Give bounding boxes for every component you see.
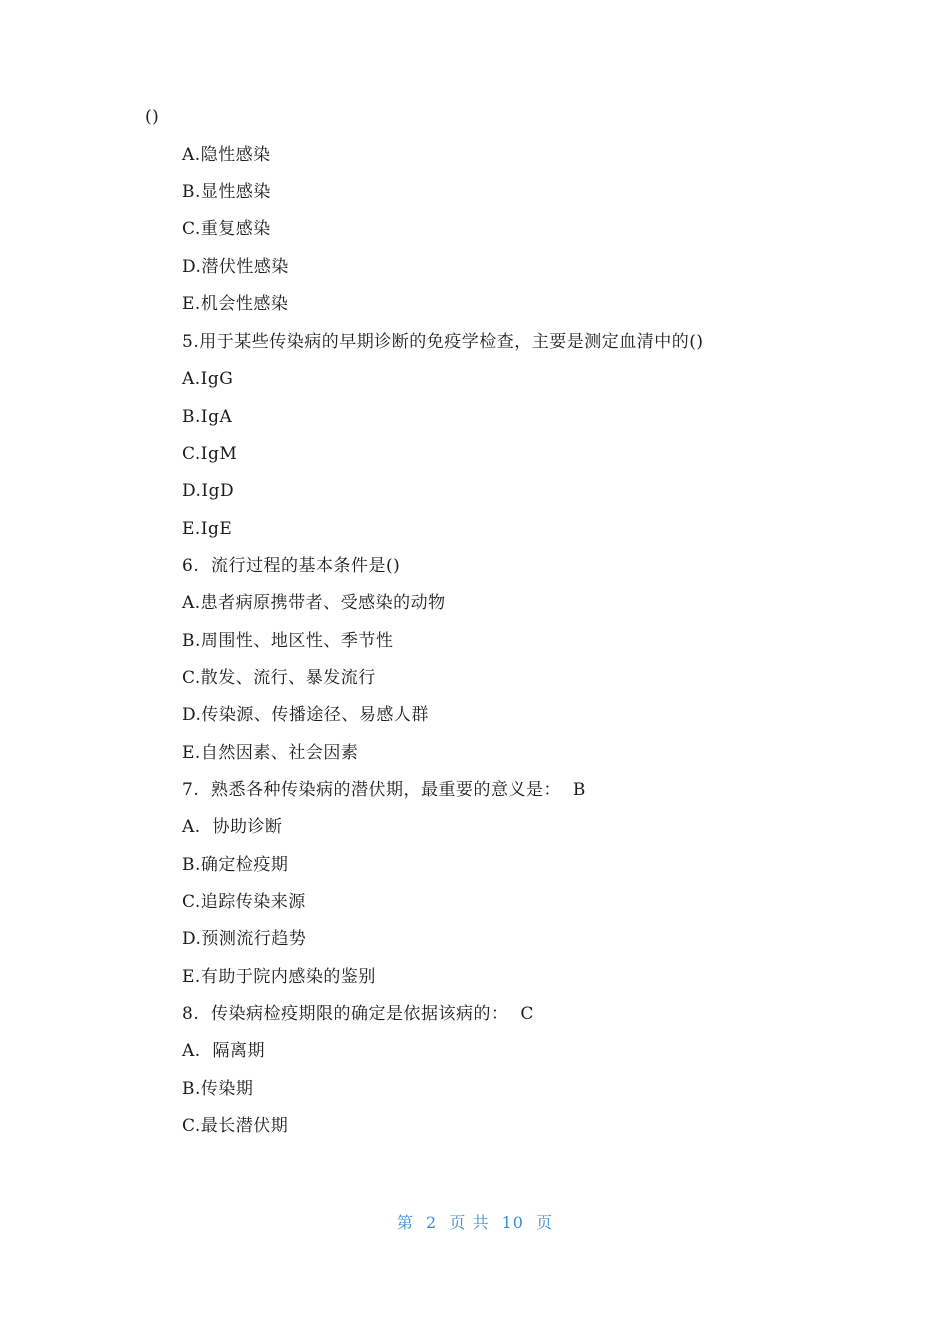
option-line: B.传染期 bbox=[182, 1079, 254, 1099]
option-line: B.周围性、地区性、季节性 bbox=[182, 631, 394, 651]
option-line: A.IgG bbox=[182, 369, 234, 389]
page-number-footer: 第 2 页 共 10 页 bbox=[396, 1213, 554, 1232]
option-line: B.IgA bbox=[182, 407, 233, 427]
option-line: A. 隔离期 bbox=[182, 1041, 265, 1061]
option-line: A. 协助诊断 bbox=[182, 817, 283, 837]
option-line: D.传染源、传播途径、易感人群 bbox=[182, 705, 429, 725]
option-line: A.隐性感染 bbox=[182, 145, 271, 165]
option-line: A.患者病原携带者、受感染的动物 bbox=[182, 593, 446, 613]
option-line: D.潜伏性感染 bbox=[182, 257, 289, 277]
option-line: C.散发、流行、暴发流行 bbox=[182, 668, 376, 688]
option-line: D.IgD bbox=[182, 481, 235, 501]
option-line: C.追踪传染来源 bbox=[182, 892, 306, 912]
question-7: 7. 熟悉各种传染病的潜伏期，最重要的意义是： B bbox=[182, 780, 586, 800]
option-line: E.自然因素、社会因素 bbox=[182, 743, 359, 763]
continued-question-stem: () bbox=[145, 107, 160, 127]
option-line: D.预测流行趋势 bbox=[182, 929, 307, 949]
question-5: 5.用于某些传染病的早期诊断的免疫学检查，主要是测定血清中的() bbox=[182, 332, 704, 352]
option-line: E.有助于院内感染的鉴别 bbox=[182, 967, 376, 987]
option-line: B.确定检疫期 bbox=[182, 855, 289, 875]
option-line: C.最长潜伏期 bbox=[182, 1116, 289, 1136]
option-line: E.机会性感染 bbox=[182, 294, 289, 314]
option-line: E.IgE bbox=[182, 519, 233, 539]
option-line: B.显性感染 bbox=[182, 182, 271, 202]
question-6: 6. 流行过程的基本条件是() bbox=[182, 556, 401, 576]
option-line: C.重复感染 bbox=[182, 219, 271, 239]
question-8: 8. 传染病检疫期限的确定是依据该病的： C bbox=[182, 1004, 534, 1024]
option-line: C.IgM bbox=[182, 444, 238, 464]
